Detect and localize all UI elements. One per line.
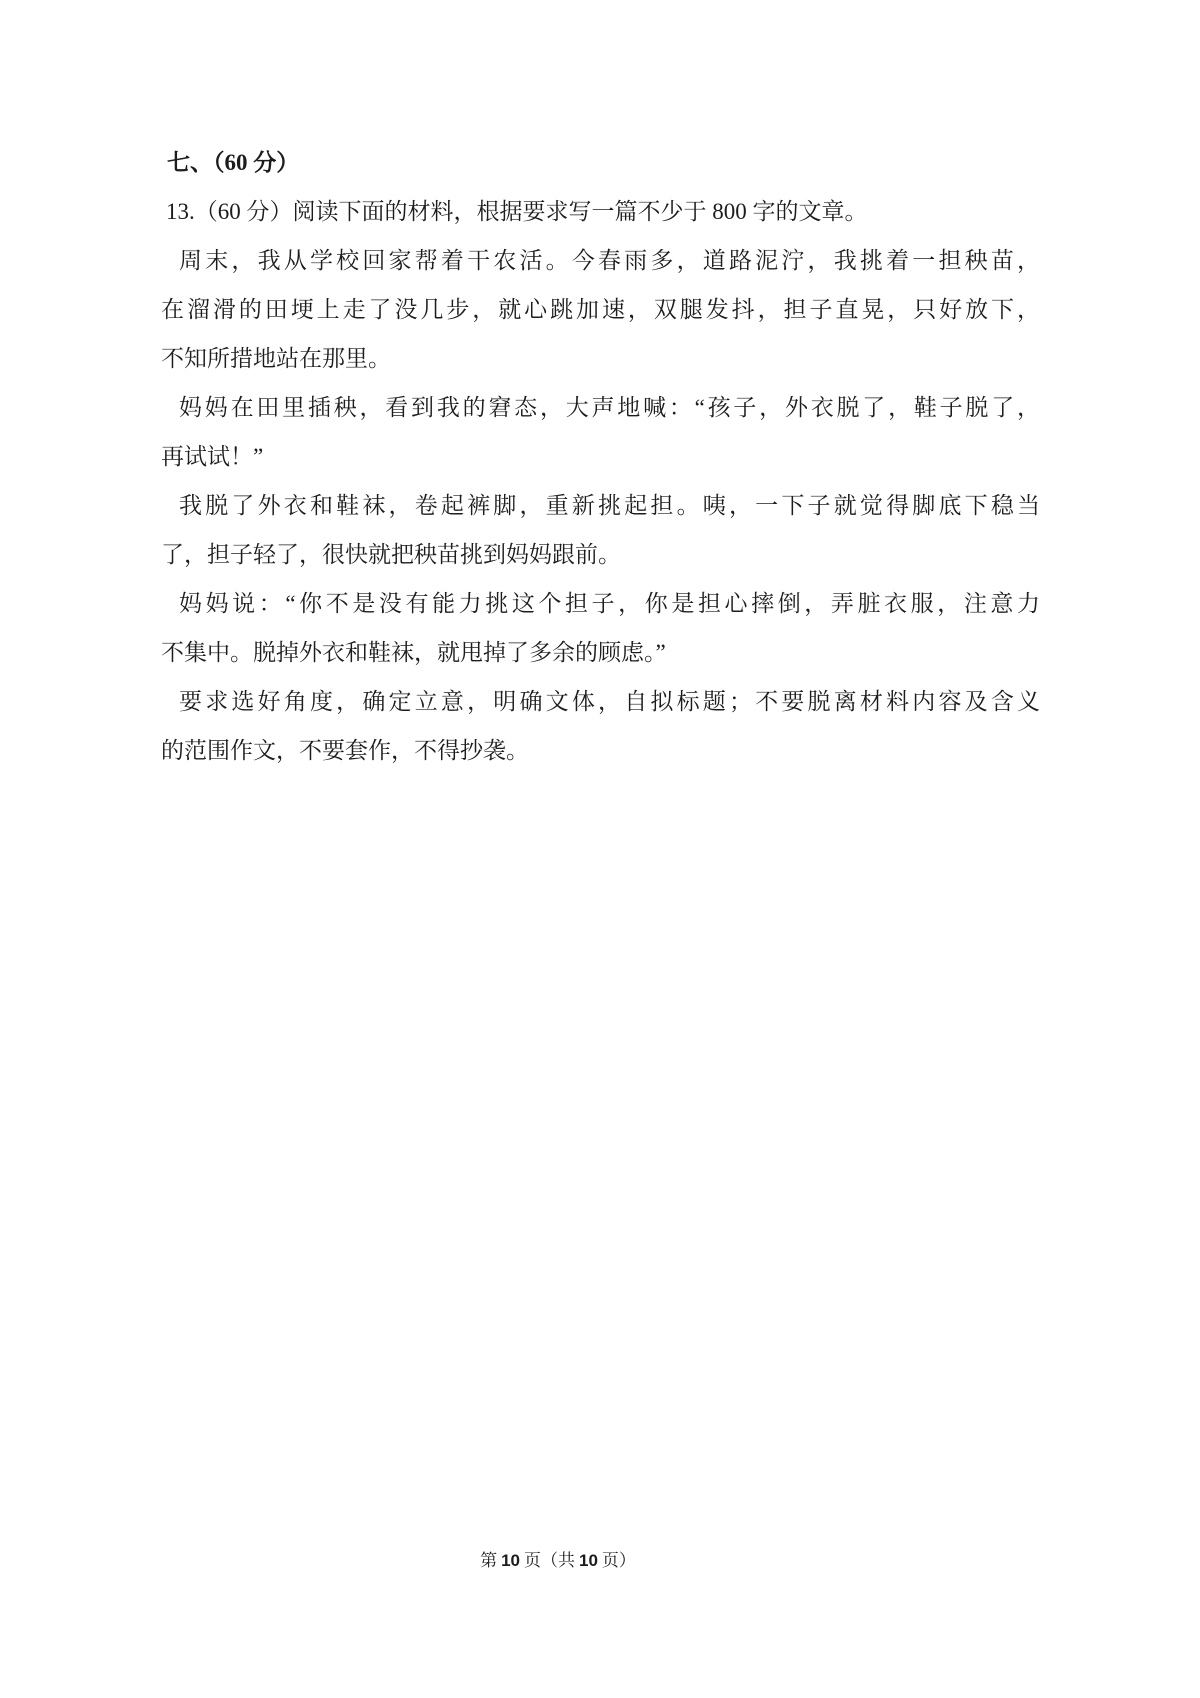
question-number: 13. <box>166 199 195 224</box>
material-line: 不集中。脱掉外衣和鞋袜，就甩掉了多余的顾虑。” <box>161 640 666 665</box>
material-line: 再试试！” <box>161 444 264 469</box>
footer-label-prefix: 第 <box>480 1551 498 1570</box>
material-line: 妈妈说：“你不是没有能力挑这个担子，你是担心摔倒，弄脏衣服，注意力 <box>179 591 1040 616</box>
footer-label-suffix: 页） <box>601 1551 636 1570</box>
footer-label-middle: 页（共 <box>524 1551 575 1570</box>
material-line: 了，担子轻了，很快就把秧苗挑到妈妈跟前。 <box>161 542 621 567</box>
material-line: 在溜滑的田埂上走了没几步，就心跳加速，双腿发抖，担子直晃，只好放下， <box>161 297 1040 322</box>
question-block <box>161 138 1040 775</box>
material-line: 要求选好角度，确定立意，明确文体，自拟标题；不要脱离材料内容及含义 <box>179 689 1040 714</box>
material-line: 我脱了外衣和鞋袜，卷起裤脚，重新挑起担。咦，一下子就觉得脚底下稳当 <box>179 493 1040 518</box>
question-prompt: 阅读下面的材料，根据要求写一篇不少于 800 字的文章。 <box>292 199 868 224</box>
total-pages: 10 <box>579 1551 598 1570</box>
material-paragraphs <box>161 236 1040 775</box>
question-score: （60 分） <box>194 199 293 224</box>
material-line: 不知所措地站在那里。 <box>161 346 391 371</box>
material-line: 的范围作文，不要套作，不得抄袭。 <box>161 738 529 763</box>
material-line: 妈妈在田里插秧，看到我的窘态，大声地喊：“孩子，外衣脱了，鞋子脱了， <box>179 395 1040 420</box>
question-line <box>166 187 1040 236</box>
material-line: 周末，我从学校回家帮着干农活。今春雨多，道路泥泞，我挑着一担秧苗， <box>179 248 1040 273</box>
page-number: 10 <box>501 1551 520 1570</box>
section-heading: 七、（60 分） <box>167 150 300 175</box>
page-footer <box>0 1549 1116 1573</box>
